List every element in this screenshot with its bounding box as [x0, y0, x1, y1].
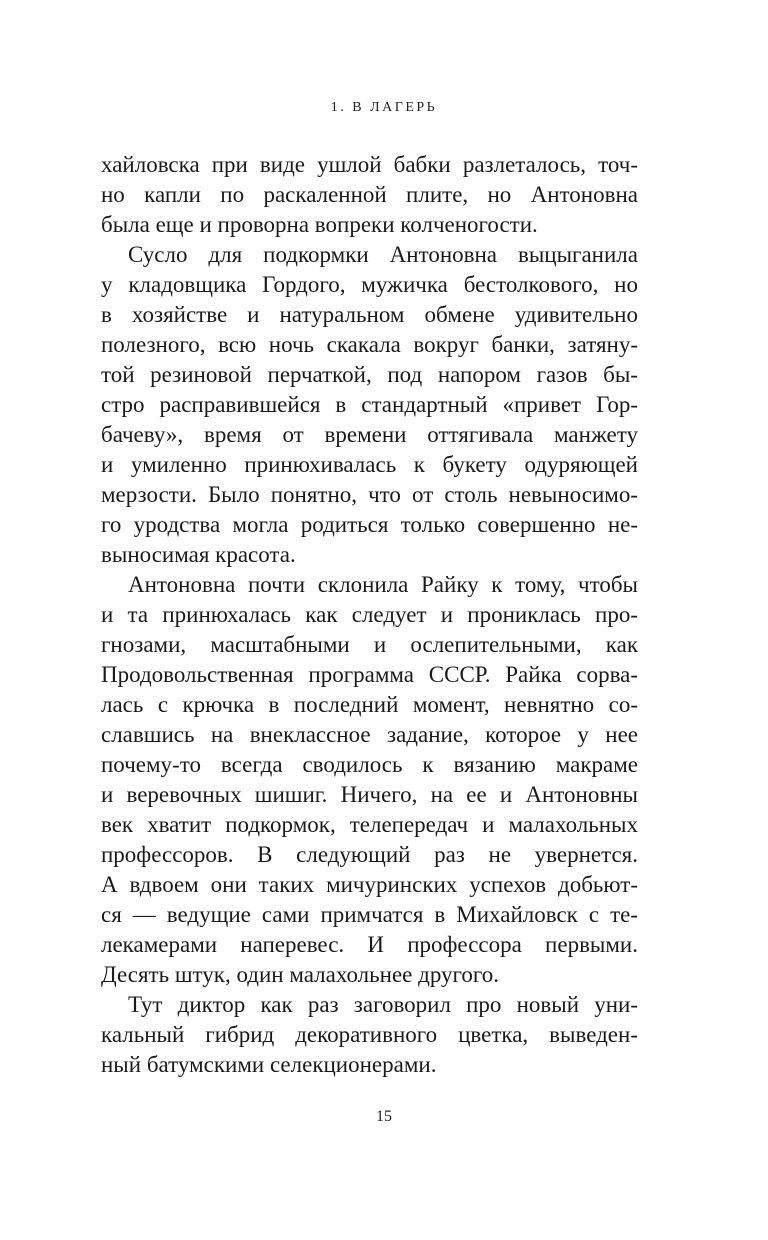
text-line: славшись на внеклассное задание, которое у нее: [101, 722, 638, 747]
text-line: Продовольственная программа СССР. Райка сорва-: [101, 662, 638, 687]
text-line: А вдвоем они таких мичуринских успехов добьют-: [101, 872, 638, 897]
text-line: стро расправившейся в стандартный «привет Гор-: [101, 392, 638, 417]
text-line: гнозами, масштабными и ослепительными, как: [101, 632, 638, 657]
text-line: Антоновна почти склонила Райку к тому, чтобы: [128, 572, 638, 597]
text-line: и та принюхалась как следует и прониклась про-: [101, 602, 638, 627]
text-line: в хозяйстве и натуральном обмене удивительно: [101, 302, 638, 327]
text-line: полезного, всю ночь скакала вокруг банки, затяну-: [101, 332, 638, 357]
text-line: Сусло для подкормки Антоновна выцыганила: [128, 242, 638, 267]
text-line: лекамерами наперевес. И профессора первыми.: [101, 932, 638, 957]
running-head: 1. В ЛАГЕРЬ: [330, 100, 438, 115]
text-line: Тут диктор как раз заговорил про новый уни-: [128, 992, 638, 1017]
text-line: выносимая красота.: [101, 542, 296, 567]
text-line: кальный гибрид декоративного цветка, выведен-: [101, 1022, 638, 1047]
text-line: и веревочных шишиг. Ничего, на ее и Антоновны: [101, 782, 638, 807]
text-line: у кладовщика Гордого, мужичка бестолкового, но: [101, 272, 638, 297]
text-line: Десять штук, один малахольнее другого.: [101, 962, 499, 987]
text-line: мерзости. Было понятно, что от столь невыносимо-: [101, 482, 638, 507]
text-line: хайловска при виде ушлой бабки разлеталось, точ-: [101, 152, 638, 177]
text-line: той резиновой перчаткой, под напором газов бы-: [101, 362, 638, 387]
text-line: бачеву», время от времени оттягивала манжету: [101, 422, 638, 447]
page-number: 15: [376, 1108, 392, 1125]
text-line: но капли по раскаленной плите, но Антоновна: [101, 182, 638, 207]
text-line: лась с крючка в последний момент, невнятно со-: [101, 692, 638, 717]
text-line: почему-то всегда сводилось к вязанию макраме: [101, 752, 638, 777]
text-line: ный батумскими селекционерами.: [101, 1052, 437, 1077]
body-text: [101, 150, 638, 1080]
text-line: ся — ведущие сами примчатся в Михайловск с те-: [101, 902, 638, 927]
text-line: профессоров. В следующий раз не увернется.: [101, 842, 638, 867]
text-line: век хватит подкормок, телепередач и малахольных: [101, 812, 638, 837]
text-line: была еще и проворна вопреки колченогости.: [101, 212, 538, 237]
text-line: и умиленно принюхивалась к букету одуряющей: [101, 452, 638, 477]
text-line: го уродства могла родиться только совершенно не-: [101, 512, 638, 537]
